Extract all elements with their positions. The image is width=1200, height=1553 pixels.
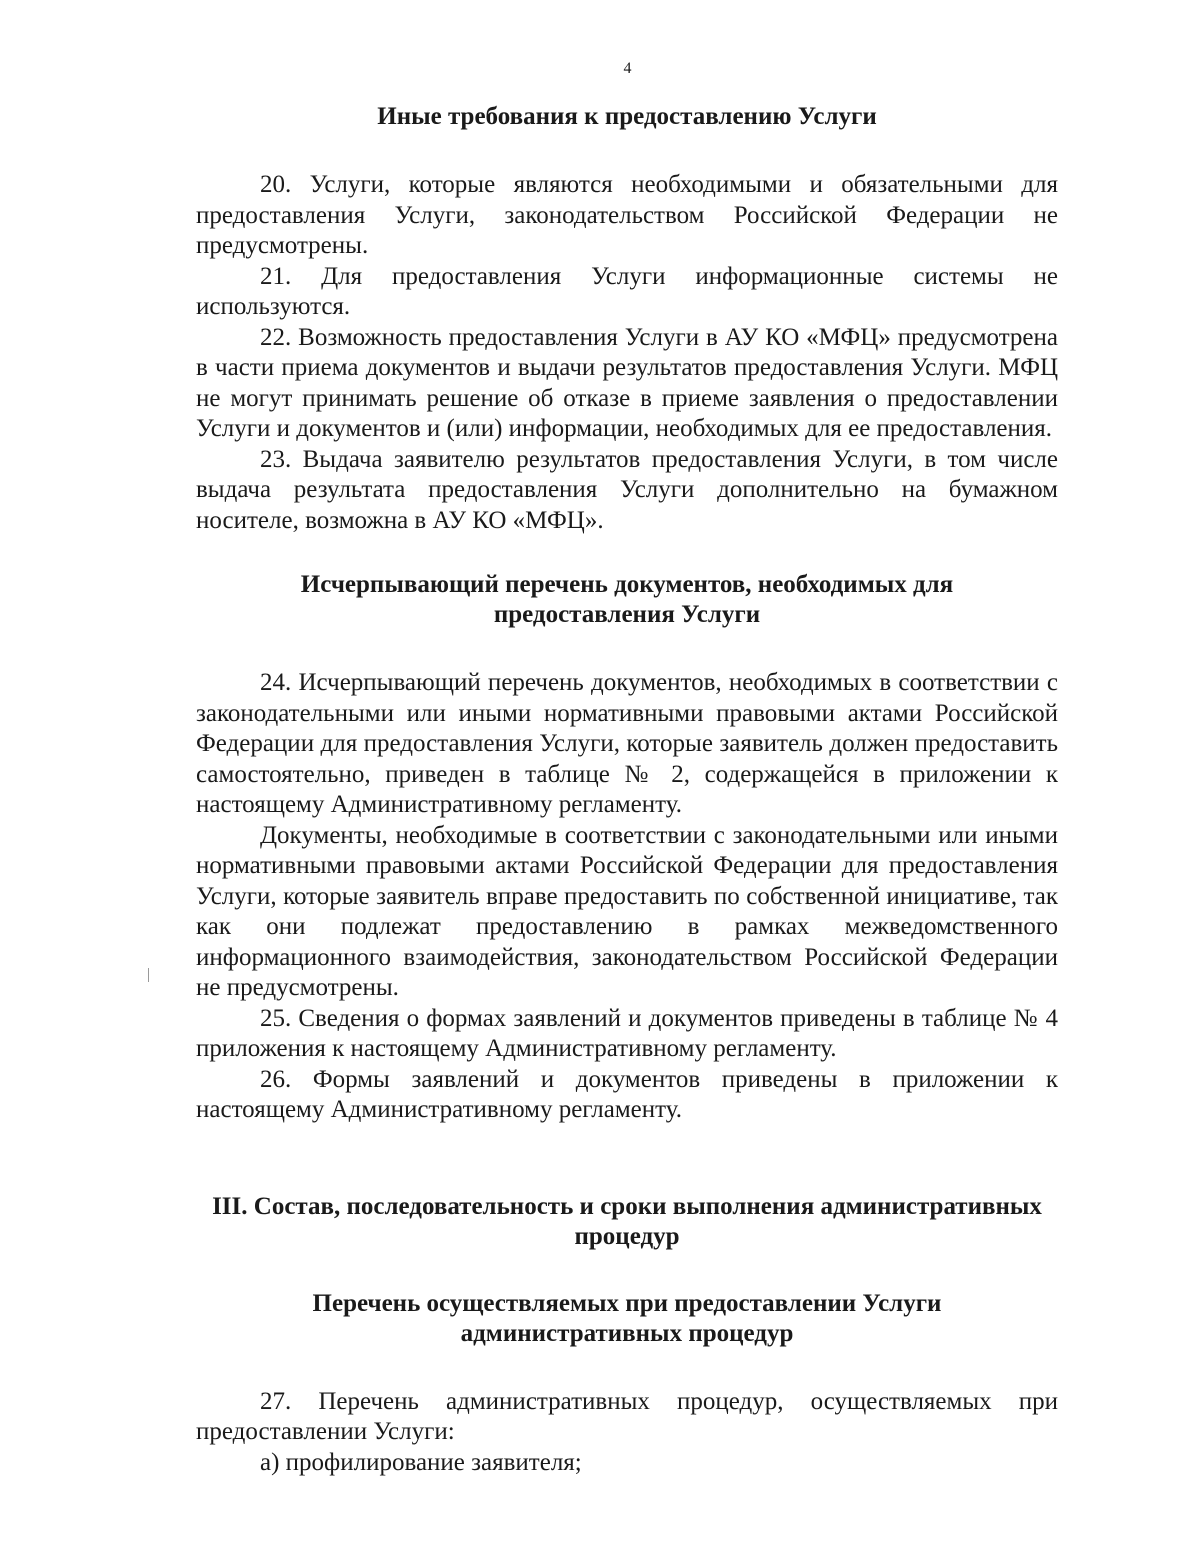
paragraph-24-documents: Документы, необходимые в соответствии с законодательными или иными нормативными правовыми актами Российской Федерации для предоставления Услуги, которые заявитель вправе предоставить по собственной инициативе, так как они подлежат предоставлению в рамках межведомственного информационного взаимодействия, законодательством Российской Федерации не предусмотрены.	[196, 821, 1058, 1001]
paragraph-27: 27. Перечень административных процедур, осуществляемых при предоставлении Услуги:	[196, 1387, 1058, 1445]
paragraph-22: 22. Возможность предоставления Услуги в АУ КО «МФЦ» предусмотрена в части приема документов и выдачи результатов предоставления Услуги. МФЦ не могут принимать решение об отказе в приеме заявления о предоставлении Услуги и документов и (или) информации, необходимых для ее предоставления.	[196, 323, 1058, 442]
list-item-a: а) профилирование заявителя;	[260, 1448, 582, 1476]
page-number: 4	[623, 60, 632, 77]
heading-part-three-line2: процедур	[574, 1222, 680, 1250]
document-body	[196, 102, 1058, 1478]
scan-margin-mark	[148, 968, 149, 982]
heading-other-requirements: Иные требования к предоставлению Услуги	[377, 103, 877, 130]
paragraph-23: 23. Выдача заявителю результатов предоставления Услуги, в том числе выдача результата предоставления Услуги дополнительно на бумажном носителе, возможна в АУ КО «МФЦ».	[196, 445, 1058, 534]
heading-procedures-list-line2: административных процедур	[460, 1319, 794, 1347]
heading-part-three	[196, 1192, 1058, 1252]
heading-documents-list	[196, 570, 1058, 630]
paragraph-21: 21. Для предоставления Услуги информационные системы не используются.	[196, 262, 1058, 320]
heading-documents-list-line1: Исчерпывающий перечень документов, необходимых для	[300, 571, 954, 598]
paragraph-20: 20. Услуги, которые являются необходимыми и обязательными для предоставления Услуги, законодательством Российской Федерации не предусмотрены.	[196, 171, 1058, 259]
paragraph-24: 24. Исчерпывающий перечень документов, необходимых в соответствии с законодательными или иными нормативными правовыми актами Российской Федерации для предоставления Услуги, которые заявитель должен предоставить самостоятельно, приведен в таблице № 2, содержащейся в приложении к настоящему Административному регламенту.	[196, 669, 1058, 818]
paragraph-25: 25. Сведения о формах заявлений и документов приведены в таблице № 4 приложения к настоящему Административному регламенту.	[196, 1004, 1058, 1062]
heading-procedures-list-line1: Перечень осуществляемых при предоставлении Услуги	[312, 1289, 942, 1317]
paragraph-26: 26. Формы заявлений и документов приведены в приложении к настоящему Административному регламенту.	[196, 1065, 1058, 1123]
heading-part-three-line1: III. Состав, последовательность и сроки выполнения административных	[212, 1192, 1042, 1220]
heading-documents-list-line2: предоставления Услуги	[493, 601, 761, 628]
heading-procedures-list	[196, 1289, 1058, 1349]
